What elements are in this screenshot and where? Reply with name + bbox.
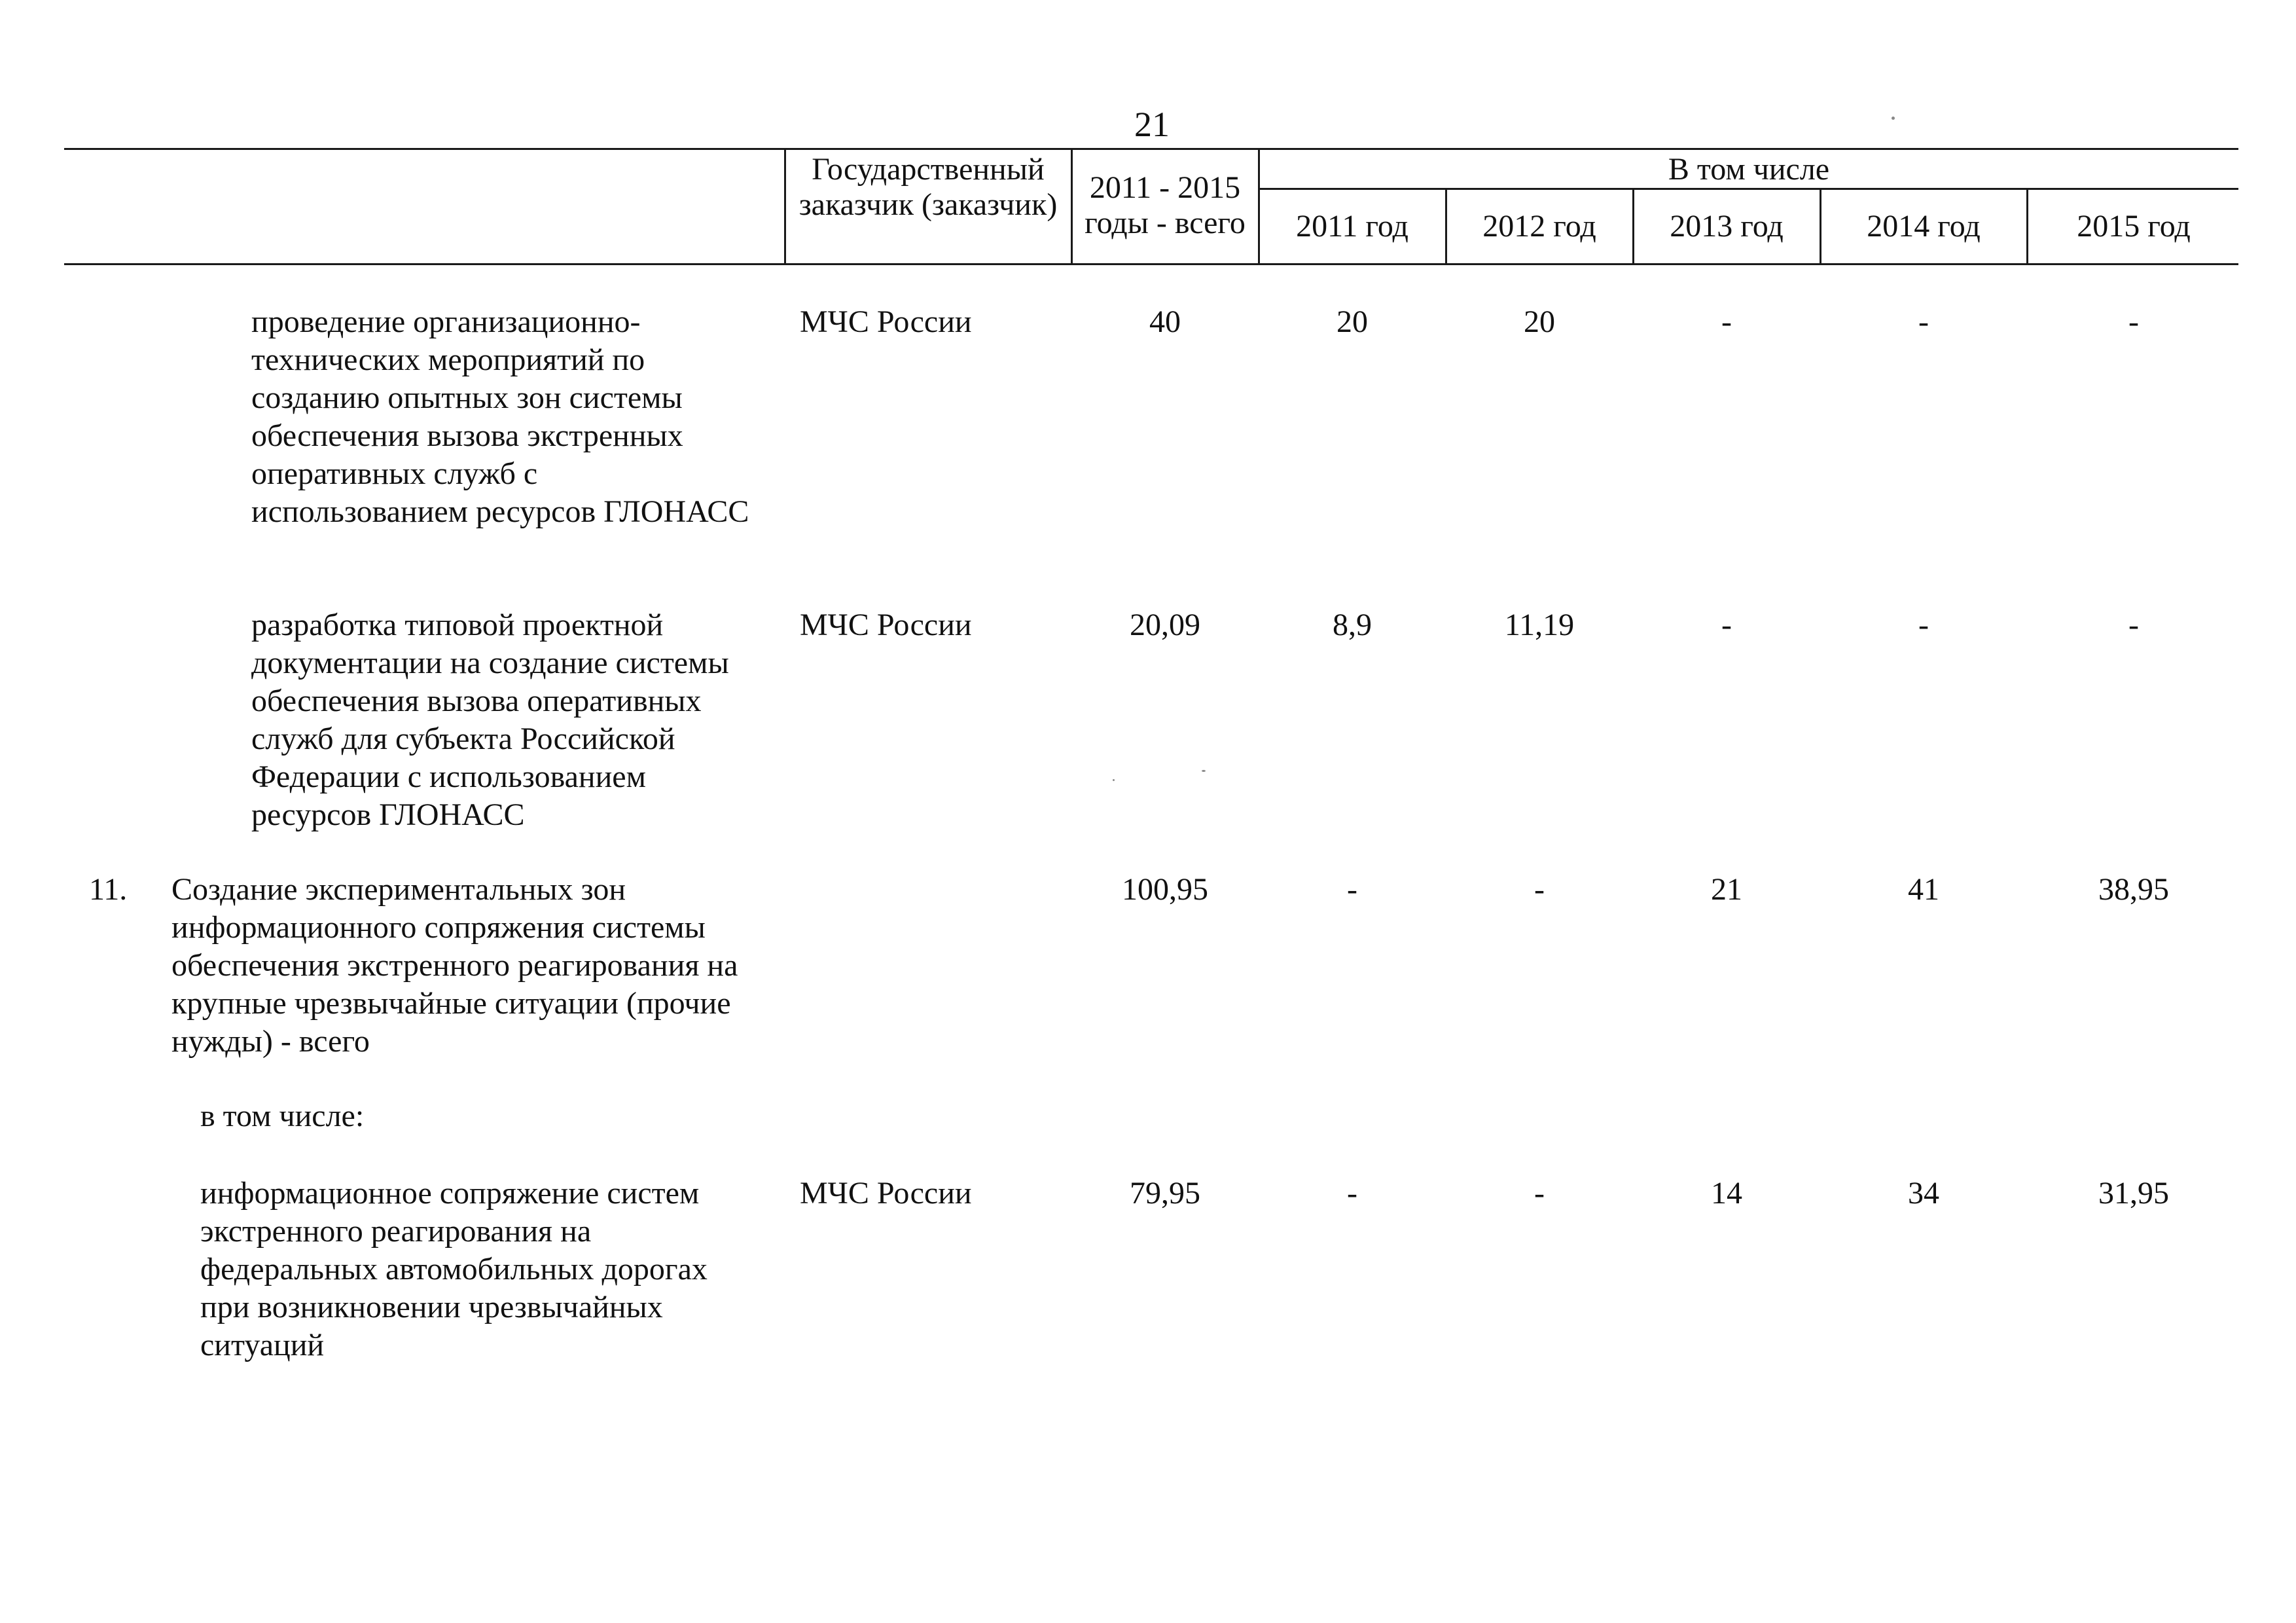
row-value: 21 — [1711, 872, 1742, 907]
including-underline — [1258, 188, 2238, 190]
table-top-rule — [64, 148, 2238, 150]
row-text: в том числе: — [200, 1099, 365, 1133]
row-total: 20,09 — [1130, 608, 1200, 642]
header-bottom-rule — [64, 263, 2238, 265]
header-divider — [1071, 148, 1073, 265]
header-year: 2012 год — [1482, 209, 1596, 244]
row-text: информационное сопряжение систем экстренного реагирования на федеральных автомобильных дорогах при возникновении чрезвычайных ситуаций — [200, 1176, 708, 1362]
row-value: 8,9 — [1333, 608, 1372, 642]
row-value: 14 — [1711, 1176, 1742, 1211]
row-value: - — [1534, 1176, 1545, 1211]
row-value: 41 — [1908, 872, 1939, 907]
row-total: 79,95 — [1130, 1176, 1200, 1211]
page-number: 21 — [1134, 105, 1170, 144]
row-value: - — [1918, 608, 1929, 642]
header-divider — [784, 148, 786, 265]
row-value: - — [1534, 872, 1545, 907]
header-year: 2015 год — [2077, 209, 2191, 244]
header-divider — [1445, 188, 1447, 265]
header-year: 2011 год — [1296, 209, 1408, 244]
row-value: - — [1721, 608, 1732, 642]
header-divider — [1820, 188, 1821, 265]
row-text: проведение организационно-технических мероприятий по созданию опытных зон системы обеспечения вызова экстренных оперативных служб с использованием ресурсов ГЛОНАСС — [251, 304, 749, 529]
scan-speck — [1113, 779, 1115, 781]
header-year: 2013 год — [1670, 209, 1784, 244]
row-customer: МЧС России — [800, 304, 972, 339]
scan-speck — [1202, 770, 1206, 772]
row-text: разработка типовой проектной документации на создание системы обеспечения вызова оперативных служб для субъекта Российской Федерации с использованием ресурсов ГЛОНАСС — [251, 608, 729, 832]
header-year: 2014 год — [1867, 209, 1981, 244]
row-value: - — [1721, 304, 1732, 339]
header-divider — [1632, 188, 1634, 265]
row-total: 100,95 — [1122, 872, 1208, 907]
row-value: 31,95 — [2098, 1176, 2169, 1211]
row-value: - — [1347, 1176, 1357, 1211]
row-value: 38,95 — [2098, 872, 2169, 907]
row-customer: МЧС России — [800, 1176, 972, 1211]
header-including: В том числе — [1668, 152, 1830, 187]
row-total: 40 — [1149, 304, 1181, 339]
header-divider — [2026, 188, 2028, 265]
row-value: - — [2128, 608, 2139, 642]
row-number: 11. — [89, 872, 128, 907]
row-value: - — [1918, 304, 1929, 339]
header-customer: Государственный заказчик (заказчик) — [798, 152, 1058, 222]
row-value: - — [1347, 872, 1357, 907]
header-total: 2011 - 2015 годы - всего — [1085, 170, 1246, 240]
row-value: 20 — [1336, 304, 1368, 339]
row-text: Создание экспериментальных зон информационного сопряжения системы обеспечения экстренного реагирования на крупные чрезвычайные ситуации (прочие нужды) - всего — [171, 872, 738, 1059]
row-customer: МЧС России — [800, 608, 972, 642]
scan-speck — [1892, 117, 1895, 120]
row-value: 20 — [1524, 304, 1555, 339]
row-value: - — [2128, 304, 2139, 339]
header-divider — [1258, 148, 1260, 265]
row-value: 34 — [1908, 1176, 1939, 1211]
row-value: 11,19 — [1504, 608, 1575, 642]
